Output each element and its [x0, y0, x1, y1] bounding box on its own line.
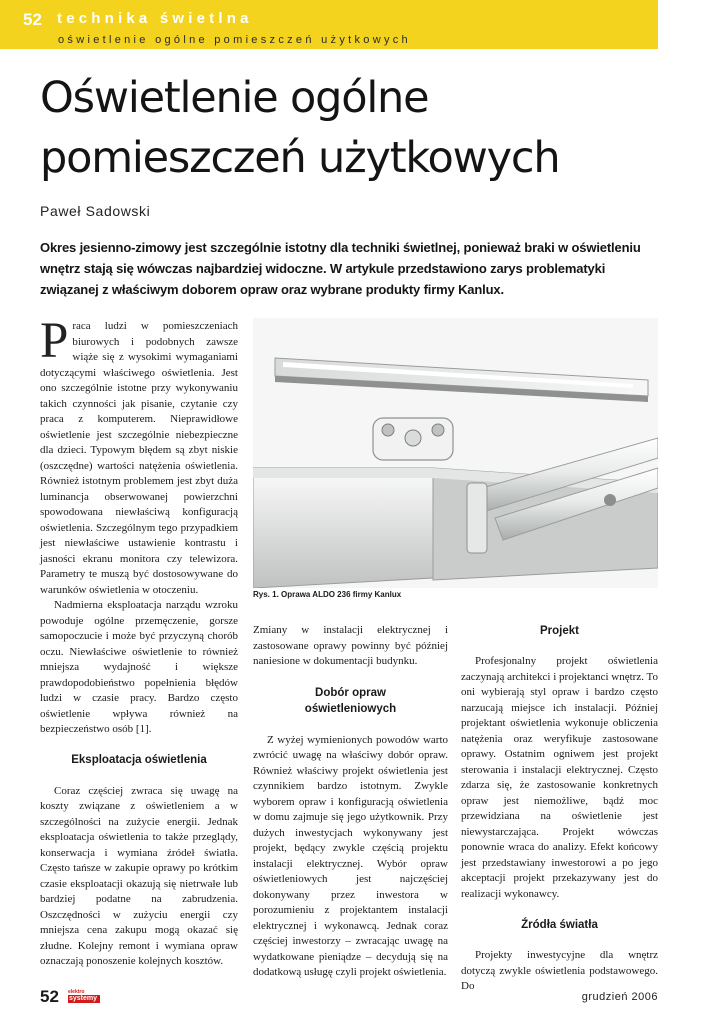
figure-caption: Rys. 1. Oprawa ALDO 236 firmy Kanlux [253, 590, 402, 599]
article-title-line1: Oświetlenie ogólne [40, 73, 429, 123]
section-heading-zrodla-swiatla: Źródła światła [521, 919, 598, 931]
figure-luminaire-photo [253, 318, 658, 588]
article-author: Paweł Sadowski [40, 203, 151, 219]
paragraph-text: raca ludzi w pomieszczeniach biurowych i podobnych zawsze wiąże się z wysokimi wymaganiami dotyczącymi właściwego oświetlenia. Jest ono szczególnie istotne przy wykonywaniu takich czynności jak pisanie, czytanie czy praca z komputerem. Nieprawidłowe oświetlenie jest szczególnie niebezpieczne dla dzieci. Typowym błędem są zbyt niskie (oszczędne) wartości natężenia oświetlenia. Również istotnym problemem jest zbyt duża luminancja obserwowanej powierzchni spowodowana niewłaściwą konfiguracją oświetlenia. Szczególnym tego przypadkiem jest niewłaściwe ustawienie kontrastu i jasności ekranu monitora czy telewizora. Parametry te muszą być dostosowywane do warunków oświetlenia w otoczeniu. [40, 320, 238, 596]
text-column-1 [40, 313, 238, 970]
header-page-number: 52 [23, 10, 42, 29]
paragraph: Nadmierna eksploatacja narządu wzroku powoduje ogólne przemęczenie, gorsze samopoczucie i może być przyczyną chorób oczu. Niewłaściwe oświetlenie to również mniejsza wydajność i większe prawdopodobieństwo popełnienia błędów ludzi w czasie pracy. Bardzo często oświetlenie wpływa również na bezpieczeństwo osób [1]. [40, 599, 238, 735]
paragraph: Zmiany w instalacji elektrycznej i zastosowane oprawy powinny być później naniesione w dokumentacji budynku. [253, 624, 448, 667]
footer-page-number: 52 [40, 987, 59, 1006]
text-column-2 [253, 623, 448, 981]
header-bar [0, 0, 658, 49]
header-subtitle: oświetlenie ogólne pomieszczeń użytkowych [58, 34, 411, 46]
article-title [40, 68, 680, 188]
paragraph: Z wyżej wymienionych powodów warto zwrócić uwagę na właściwy dobór opraw. Również właściwy projekt oświetlenia jest czynnikiem bardzo istotnym. Zwykle wyborem opraw i konfiguracją oświetlenia w domu zajmuje się jego użytkownik. Przy dużych inwestycjach wykonywany jest projekt, będący zwykle częścią projektu instalacji elektrycznej. Wybór opraw oświetleniowych jest najczęściej dokonywany przez inwestora w porozumieniu z projektantem instalacji elektrycznej i wykonawcą. Jednak coraz częściej inwestorzy – zwracając uwagę na wydatkowane pieniądze – decydują się na dodatkową usługę czyli projekt oświetlenia. [253, 733, 448, 978]
paragraph [40, 313, 238, 598]
footer-issue-date: grudzień 2006 [581, 991, 658, 1003]
section-heading-projekt: Projekt [540, 625, 579, 637]
section-heading-eksploatacja: Eksploatacja oświetlenia [71, 753, 207, 766]
paragraph: Projekty inwestycyjne dla wnętrz dotyczą zwykle oświetlenia podstawowego. Do [461, 949, 658, 992]
paragraph: Profesjonalny projekt oświetlenia zaczynają architekci i projektanci wnętrz. To oni wybierają styl opraw i bardzo często narzucają miejsce ich instalacji. Później projektant oświetlenia wykonuje obliczenia natężenia oraz weryfikuje zastosowane oprawy. Ostatnim ogniwem jest projekt sterowania i instalacji elektrycznej. Często zdarza się, że zastosowanie konkretnych opraw jest niemożliwe, bądź moc przewidziana na oświetlenie jest niewystarczająca. Projekt wówczas ponownie wraca do analizy. Efekt końcowy jest przedstawiany inwestorowi a po jego akceptacji projekt przekazywany jest do realizacji wykonawcy. [461, 655, 658, 900]
magazine-logo [68, 990, 100, 1004]
header-section-title: technika świetlna [57, 10, 253, 27]
article-lead: Okres jesienno-zimowy jest szczególnie istotny dla techniki świetlnej, ponieważ braki w oświetleniu wnętrz stają się wówczas najbardziej widoczne. W artykule przedstawiono zarys problematyki związanej z właściwym doborem opraw oraz wybrane produkty firmy Kanlux. [40, 240, 641, 297]
section-heading-dobor-opraw: Dobór opraw oświetleniowych [304, 686, 397, 715]
drop-cap: P [40, 313, 69, 369]
luminaire-illustration [253, 318, 658, 588]
text-column-3 [461, 623, 658, 995]
article-title-line2: pomieszczeń użytkowych [40, 133, 560, 183]
logo-bottom-text: systemy [68, 995, 100, 1003]
paragraph: Coraz częściej zwraca się uwagę na koszty związane z oświetleniem a w szczególności na zużycie energii. Jednak eksploatacja oświetlenia to także przeglądy, konserwacja i wymiana źródeł światła. Często tańsze w zakupie oprawy po krótkim czasie eksploatacji okazują się nietrwałe lub bardziej podatne na zabrudzenia. Oszczędności w zużyciu energii czy mniejsza cena zakupu mogą okazać się złudne. Kolejny remont i wymiana opraw oznaczają ponoszenie kolejnych kosztów. [40, 784, 238, 967]
logo-top-text: elektro [68, 989, 85, 995]
